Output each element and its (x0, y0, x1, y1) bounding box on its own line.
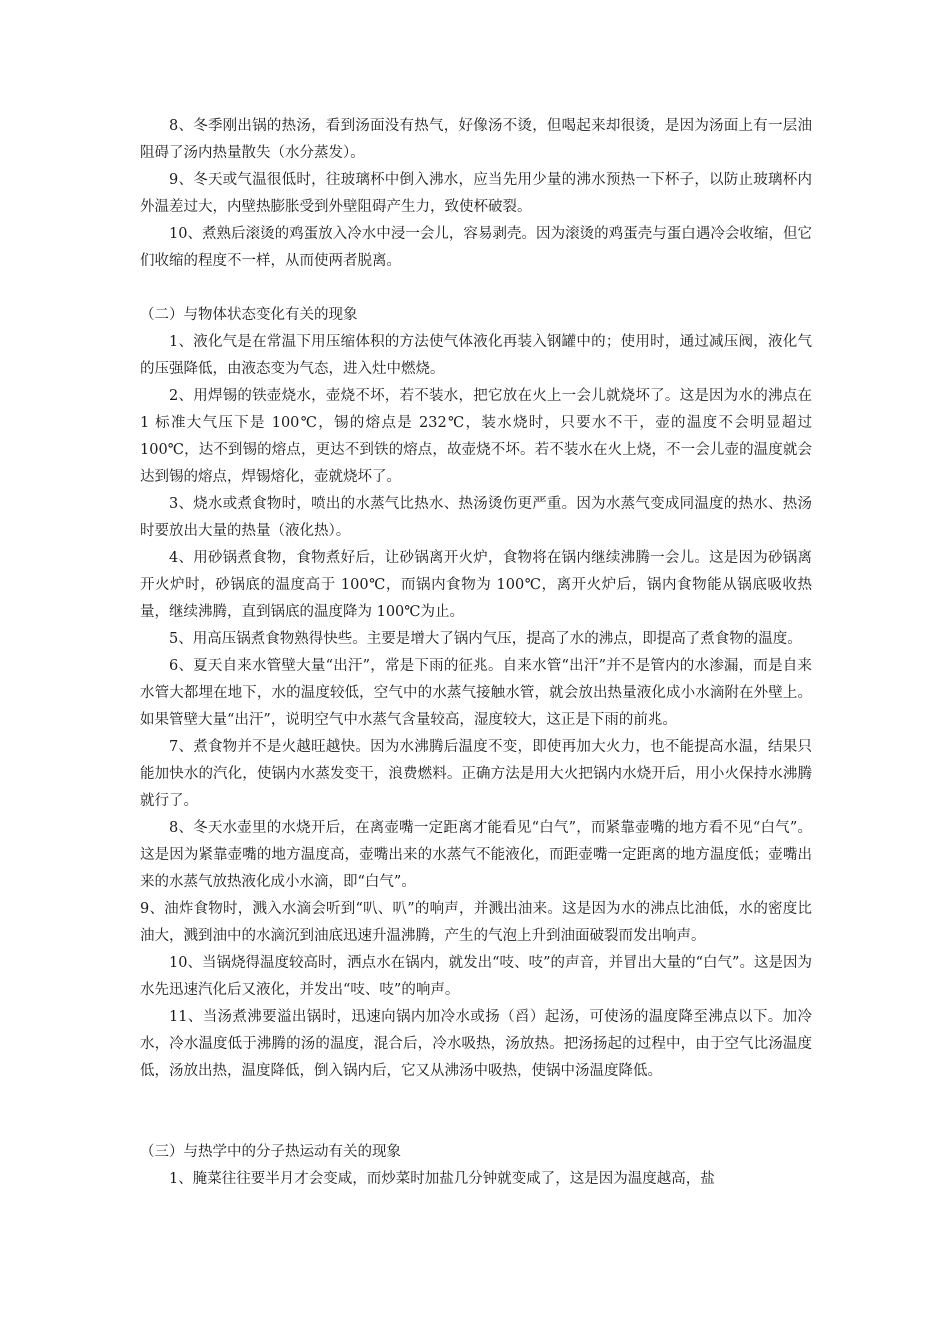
paragraph-s2-3: 3、烧水或煮食物时，喷出的水蒸气比热水、热汤烫伤更严重。因为水蒸气变成同温度的热水、热汤时要放出大量的热量（液化热）。 (140, 496, 812, 539)
paragraph-s2-8: 8、冬天水壶里的水烧开后，在离壶嘴一定距离才能看见“白气”，而紧靠壶嘴的地方看不见“白气”。这是因为紧靠壶嘴的地方温度高，壶嘴出来的水蒸气不能液化，而距壶嘴一定距离的地方温度低；壶嘴出来的水蒸气放热液化成小水滴，即“白气”。 (140, 820, 812, 890)
paragraph-s1-9: 9、冬天或气温很低时，往玻璃杯中倒入沸水，应当先用少量的沸水预热一下杯子，以防止玻璃杯内外温差过大，内壁热膨胀受到外壁阻碍产生力，致使杯破裂。 (140, 172, 812, 215)
section-gap (140, 275, 812, 302)
section-heading-3: （三）与热学中的分子热运动有关的现象 (140, 1144, 401, 1160)
paragraph-s2-5: 5、用高压锅煮食物熟得快些。主要是增大了锅内气压，提高了水的沸点，即提高了煮食物的温度。 (169, 631, 802, 647)
document-page (140, 113, 812, 1193)
paragraph-s2-6: 6、夏天自来水管壁大量“出汗”，常是下雨的征兆。自来水管“出汗”并不是管内的水渗漏，而是自来水管大都埋在地下，水的温度较低，空气中的水蒸气接触水管，就会放出热量液化成小水滴附在外壁上。如果管壁大量“出汗”，说明空气中水蒸气含量较高，湿度较大，这正是下雨的前兆。 (140, 658, 812, 728)
paragraph-s2-2: 2、用焊锡的铁壶烧水，壶烧不坏，若不装水，把它放在火上一会儿就烧坏了。这是因为水的沸点在 1 标准大气压下是 100℃，锡的熔点是 232℃，装水烧时，只要水不干，壶的温度不会明显超过 100℃，达不到锡的熔点，更达不到铁的熔点，故壶烧不坏。若不装水在火上烧，不一会儿壶的温度就会达到锡的熔点，焊锡熔化，壶就烧坏了。 (140, 388, 812, 485)
paragraph-s2-11: 11、当汤煮沸要溢出锅时，迅速向锅内加冷水或扬（舀）起汤，可使汤的温度降至沸点以下。加冷水，冷水温度低于沸腾的汤的温度，混合后，冷水吸热，汤放热。把汤扬起的过程中，由于空气比汤温度低，汤放出热，温度降低，倒入锅内后，它又从沸汤中吸热，使锅中汤温度降低。 (140, 1009, 812, 1079)
paragraph-s1-10: 10、煮熟后滚烫的鸡蛋放入冷水中浸一会儿，容易剥壳。因为滚烫的鸡蛋壳与蛋白遇冷会收缩，但它们收缩的程度不一样，从而使两者脱离。 (140, 226, 812, 269)
paragraph-s3-1: 1、腌菜往往要半月才会变咸，而炒菜时加盐几分钟就变咸了，这是因为温度越高，盐 (169, 1171, 715, 1187)
paragraph-s2-1: 1、液化气是在常温下用压缩体积的方法使气体液化再装入钢罐中的；使用时，通过减压阀，液化气的压强降低，由液态变为气态，进入灶中燃烧。 (140, 334, 812, 377)
paragraph-s2-9: 9、油炸食物时，溅入水滴会听到“叭、叭”的响声，并溅出油来。这是因为水的沸点比油低，水的密度比油大，溅到油中的水滴沉到油底迅速升温沸腾，产生的气泡上升到油面破裂而发出响声。 (140, 901, 812, 944)
section-gap (140, 1085, 812, 1139)
paragraph-s2-7: 7、煮食物并不是火越旺越快。因为水沸腾后温度不变，即使再加大火力，也不能提高水温，结果只能加快水的汽化，使锅内水蒸发变干，浪费燃料。正确方法是用大火把锅内水烧开后，用小火保持水沸腾就行了。 (140, 739, 812, 809)
paragraph-s2-4: 4、用砂锅煮食物，食物煮好后，让砂锅离开火炉，食物将在锅内继续沸腾一会儿。这是因为砂锅离开火炉时，砂锅底的温度高于 100℃，而锅内食物为 100℃，离开火炉后，锅内食物能从锅底吸收热量，继续沸腾，直到锅底的温度降为 100℃为止。 (140, 550, 812, 620)
paragraph-s1-8: 8、冬季刚出锅的热汤，看到汤面没有热气，好像汤不烫，但喝起来却很烫，是因为汤面上有一层油阻碍了汤内热量散失（水分蒸发）。 (140, 118, 812, 161)
paragraph-s2-10: 10、当锅烧得温度较高时，洒点水在锅内，就发出“吱、吱”的声音，并冒出大量的“白气”。这是因为水先迅速汽化后又液化，并发出“吱、吱”的响声。 (140, 955, 812, 998)
section-heading-2: （二）与物体状态变化有关的现象 (140, 307, 358, 323)
